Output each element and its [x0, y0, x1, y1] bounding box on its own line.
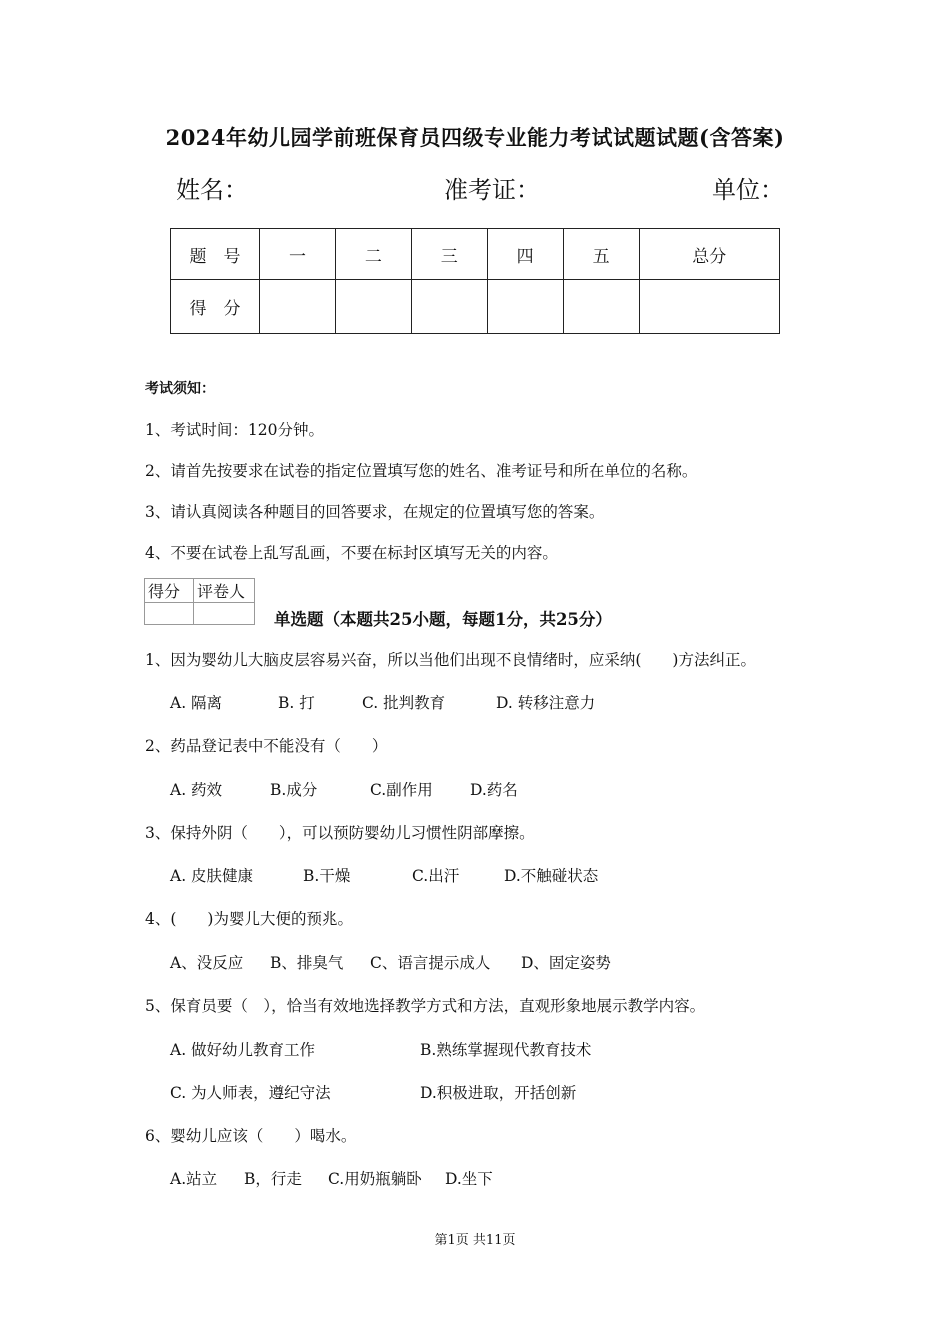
- option: C.用奶瓶躺卧: [328, 1170, 422, 1188]
- option: A. 药效: [170, 781, 223, 799]
- score-table-cell: 一: [260, 229, 336, 280]
- option: A. 隔离: [170, 694, 223, 712]
- question-text: 3、保持外阴（ ），可以预防婴幼儿习惯性阴部摩擦。: [145, 824, 535, 842]
- option: B.熟练掌握现代教育技术: [420, 1041, 592, 1059]
- option: A.站立: [170, 1170, 218, 1188]
- score-table-score-row: [171, 280, 780, 334]
- score-row-label: 得 分: [171, 280, 260, 334]
- score-table-cell: 四: [487, 229, 563, 280]
- score-input-cell[interactable]: [563, 280, 639, 334]
- score-table-cell: 题 号: [171, 229, 260, 280]
- question-text: 6、婴幼儿应该（ ）喝水。: [145, 1127, 357, 1145]
- name-label: 姓名：: [176, 176, 248, 204]
- option: A. 做好幼儿教育工作: [170, 1041, 316, 1059]
- option: B、排臭气: [270, 954, 344, 972]
- score-table: [170, 228, 780, 334]
- note-item: 1、考试时间：120分钟。: [145, 421, 324, 439]
- grader-score-label: 得分: [145, 579, 194, 603]
- question-text: 2、药品登记表中不能没有（ ）: [145, 737, 388, 755]
- score-table-cell: 总分: [639, 229, 779, 280]
- option: D.药名: [470, 781, 518, 799]
- option: A. 皮肤健康: [170, 867, 254, 885]
- grader-score-cell[interactable]: [145, 603, 194, 625]
- note-item: 2、请首先按要求在试卷的指定位置填写您的姓名、准考证号和所在单位的名称。: [145, 462, 698, 480]
- option: C.出汗: [412, 867, 460, 885]
- score-table-header-row: [171, 229, 780, 280]
- grader-box: [144, 578, 255, 625]
- section-title: 单选题（本题共25小题，每题1分，共25分）: [274, 610, 612, 629]
- score-input-cell[interactable]: [335, 280, 411, 334]
- option: C.副作用: [370, 781, 433, 799]
- question-text: 1、因为婴幼儿大脑皮层容易兴奋，所以当他们出现不良情绪时，应采纳( )方法纠正。: [145, 651, 756, 669]
- option: A、没反应: [170, 954, 244, 972]
- option: B. 打: [278, 694, 315, 712]
- score-input-cell[interactable]: [260, 280, 336, 334]
- notes-heading: 考试须知：: [145, 381, 215, 397]
- option: B，行走: [244, 1170, 302, 1188]
- score-input-cell[interactable]: [639, 280, 779, 334]
- question-text: 4、( )为婴儿大便的预兆。: [145, 910, 353, 928]
- option: D. 转移注意力: [496, 694, 596, 712]
- score-table-cell: 三: [411, 229, 487, 280]
- option: C. 批判教育: [362, 694, 446, 712]
- exam-id-label: 准考证：: [444, 176, 540, 204]
- note-item: 3、请认真阅读各种题目的回答要求，在规定的位置填写您的答案。: [145, 503, 605, 521]
- option: B.干燥: [303, 867, 351, 885]
- option: C、语言提示成人: [370, 954, 491, 972]
- grader-name-label: 评卷人: [194, 579, 255, 603]
- question-text: 5、保育员要（ ），恰当有效地选择教学方式和方法，直观形象地展示教学内容。: [145, 997, 706, 1015]
- score-table-cell: 二: [335, 229, 411, 280]
- page-title: 2024年幼儿园学前班保育员四级专业能力考试试题试题(含答案): [165, 125, 785, 150]
- score-table-cell: 五: [563, 229, 639, 280]
- grader-name-cell[interactable]: [194, 603, 255, 625]
- page-footer: 第1页 共11页: [434, 1233, 516, 1248]
- option: D.不触碰状态: [504, 867, 599, 885]
- score-input-cell[interactable]: [411, 280, 487, 334]
- option: D.坐下: [445, 1170, 493, 1188]
- note-item: 4、不要在试卷上乱写乱画，不要在标封区填写无关的内容。: [145, 544, 558, 562]
- score-input-cell[interactable]: [487, 280, 563, 334]
- option: D、固定姿势: [521, 954, 611, 972]
- option: D.积极进取，开括创新: [420, 1084, 577, 1102]
- option: C. 为人师表，遵纪守法: [170, 1084, 331, 1102]
- unit-label: 单位：: [712, 176, 784, 204]
- option: B.成分: [270, 781, 318, 799]
